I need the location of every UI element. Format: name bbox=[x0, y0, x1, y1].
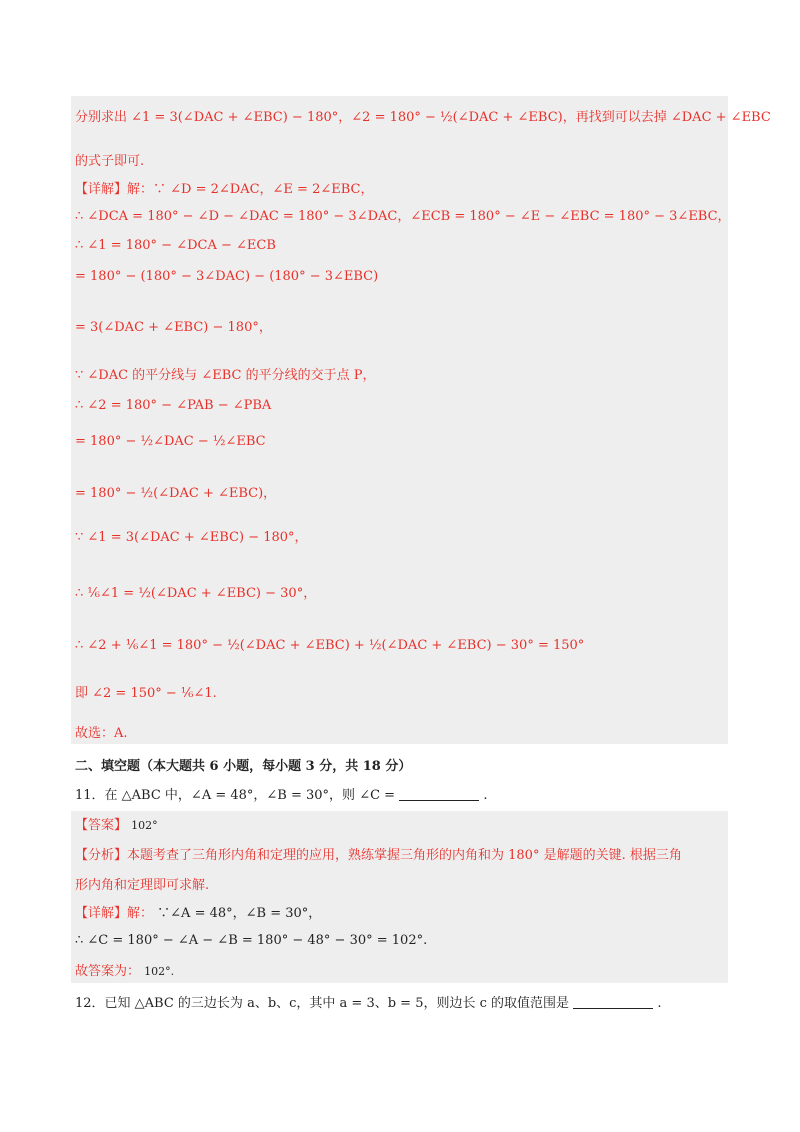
solution-line-11: = 180° − ½(∠DAC + ∠EBC)， bbox=[75, 486, 277, 501]
answer-value: 102° bbox=[131, 819, 158, 832]
analysis-line-2: 形内角和定理即可求解. bbox=[75, 878, 210, 893]
final-value: 102°. bbox=[144, 965, 175, 978]
final-tag: 故答案为： bbox=[75, 964, 141, 979]
solution-line-12: ∵ ∠1 = 3(∠DAC + ∠EBC) − 180°， bbox=[75, 530, 308, 545]
question-11-end: . bbox=[483, 788, 488, 803]
solution-line-4: ∴ ∠DCA = 180° − ∠D − ∠DAC = 180° − 3∠DAC，∠ECB = 180° − ∠E − ∠EBC = 180° − 3∠EBC， bbox=[75, 209, 731, 224]
question-11 bbox=[75, 786, 487, 806]
answer-tag: 【答案】 bbox=[75, 818, 128, 833]
detail-tag: 【详解】解： bbox=[75, 906, 154, 921]
solution-line-9: ∴ ∠2 = 180° − ∠PAB − ∠PBA bbox=[75, 398, 272, 413]
detail-text: ∵∠A = 48°，∠B = 30°， bbox=[157, 906, 322, 921]
solution-line-1: 分别求出 ∠1 = 3(∠DAC + ∠EBC) − 180°，∠2 = 180° − ½(∠DAC + ∠EBC)，再找到可以去掉 ∠DAC + ∠EBC bbox=[75, 110, 771, 125]
solution-line-8: ∵ ∠DAC 的平分线与 ∠EBC 的平分线的交于点 P， bbox=[75, 368, 376, 383]
detail-line-1 bbox=[75, 904, 321, 924]
solution-line-15: 即 ∠2 = 150° − ⅙∠1. bbox=[75, 686, 217, 701]
solution-line-3: 【详解】解：∵ ∠D = 2∠DAC，∠E = 2∠EBC， bbox=[75, 182, 374, 197]
solution-line-6: = 180° − (180° − 3∠DAC) − (180° − 3∠EBC) bbox=[75, 269, 379, 284]
section-heading: 二、填空题（本大题共 6 小题，每小题 3 分，共 18 分） bbox=[75, 759, 412, 774]
solution-panel-q11 bbox=[71, 811, 728, 983]
solution-line-7: = 3(∠DAC + ∠EBC) − 180°， bbox=[75, 320, 272, 335]
solution-line-14: ∴ ∠2 + ⅙∠1 = 180° − ½(∠DAC + ∠EBC) + ½(∠DAC + ∠EBC) − 30° = 150° bbox=[75, 638, 585, 653]
answer-blank-12 bbox=[573, 994, 653, 1009]
solution-line-10: = 180° − ½∠DAC − ½∠EBC bbox=[75, 434, 266, 449]
question-12-text: 12．已知 △ABC 的三边长为 a、b、c，其中 a = 3、b = 5，则边长 c 的取值范围是 bbox=[75, 996, 570, 1011]
solution-line-2: 的式子即可. bbox=[75, 154, 145, 169]
answer-blank bbox=[399, 786, 479, 801]
solution-line-13: ∴ ⅙∠1 = ½(∠DAC + ∠EBC) − 30°， bbox=[75, 586, 317, 601]
answer-line bbox=[75, 816, 158, 836]
analysis-line-1: 【分析】本题考查了三角形内角和定理的应用，熟练掌握三角形的内角和为 180° 是解题的关键. 根据三角 bbox=[75, 848, 682, 863]
detail-line-2: ∴ ∠C = 180° − ∠A − ∠B = 180° − 48° − 30° = 102°. bbox=[75, 933, 428, 948]
question-11-text: 11．在 △ABC 中，∠A = 48°，∠B = 30°，则 ∠C = bbox=[75, 788, 396, 803]
solution-line-5: ∴ ∠1 = 180° − ∠DCA − ∠ECB bbox=[75, 238, 276, 253]
solution-line-16: 故选：A. bbox=[75, 726, 128, 741]
question-12 bbox=[75, 994, 661, 1014]
final-answer-line bbox=[75, 962, 174, 982]
question-12-end: . bbox=[657, 996, 662, 1011]
